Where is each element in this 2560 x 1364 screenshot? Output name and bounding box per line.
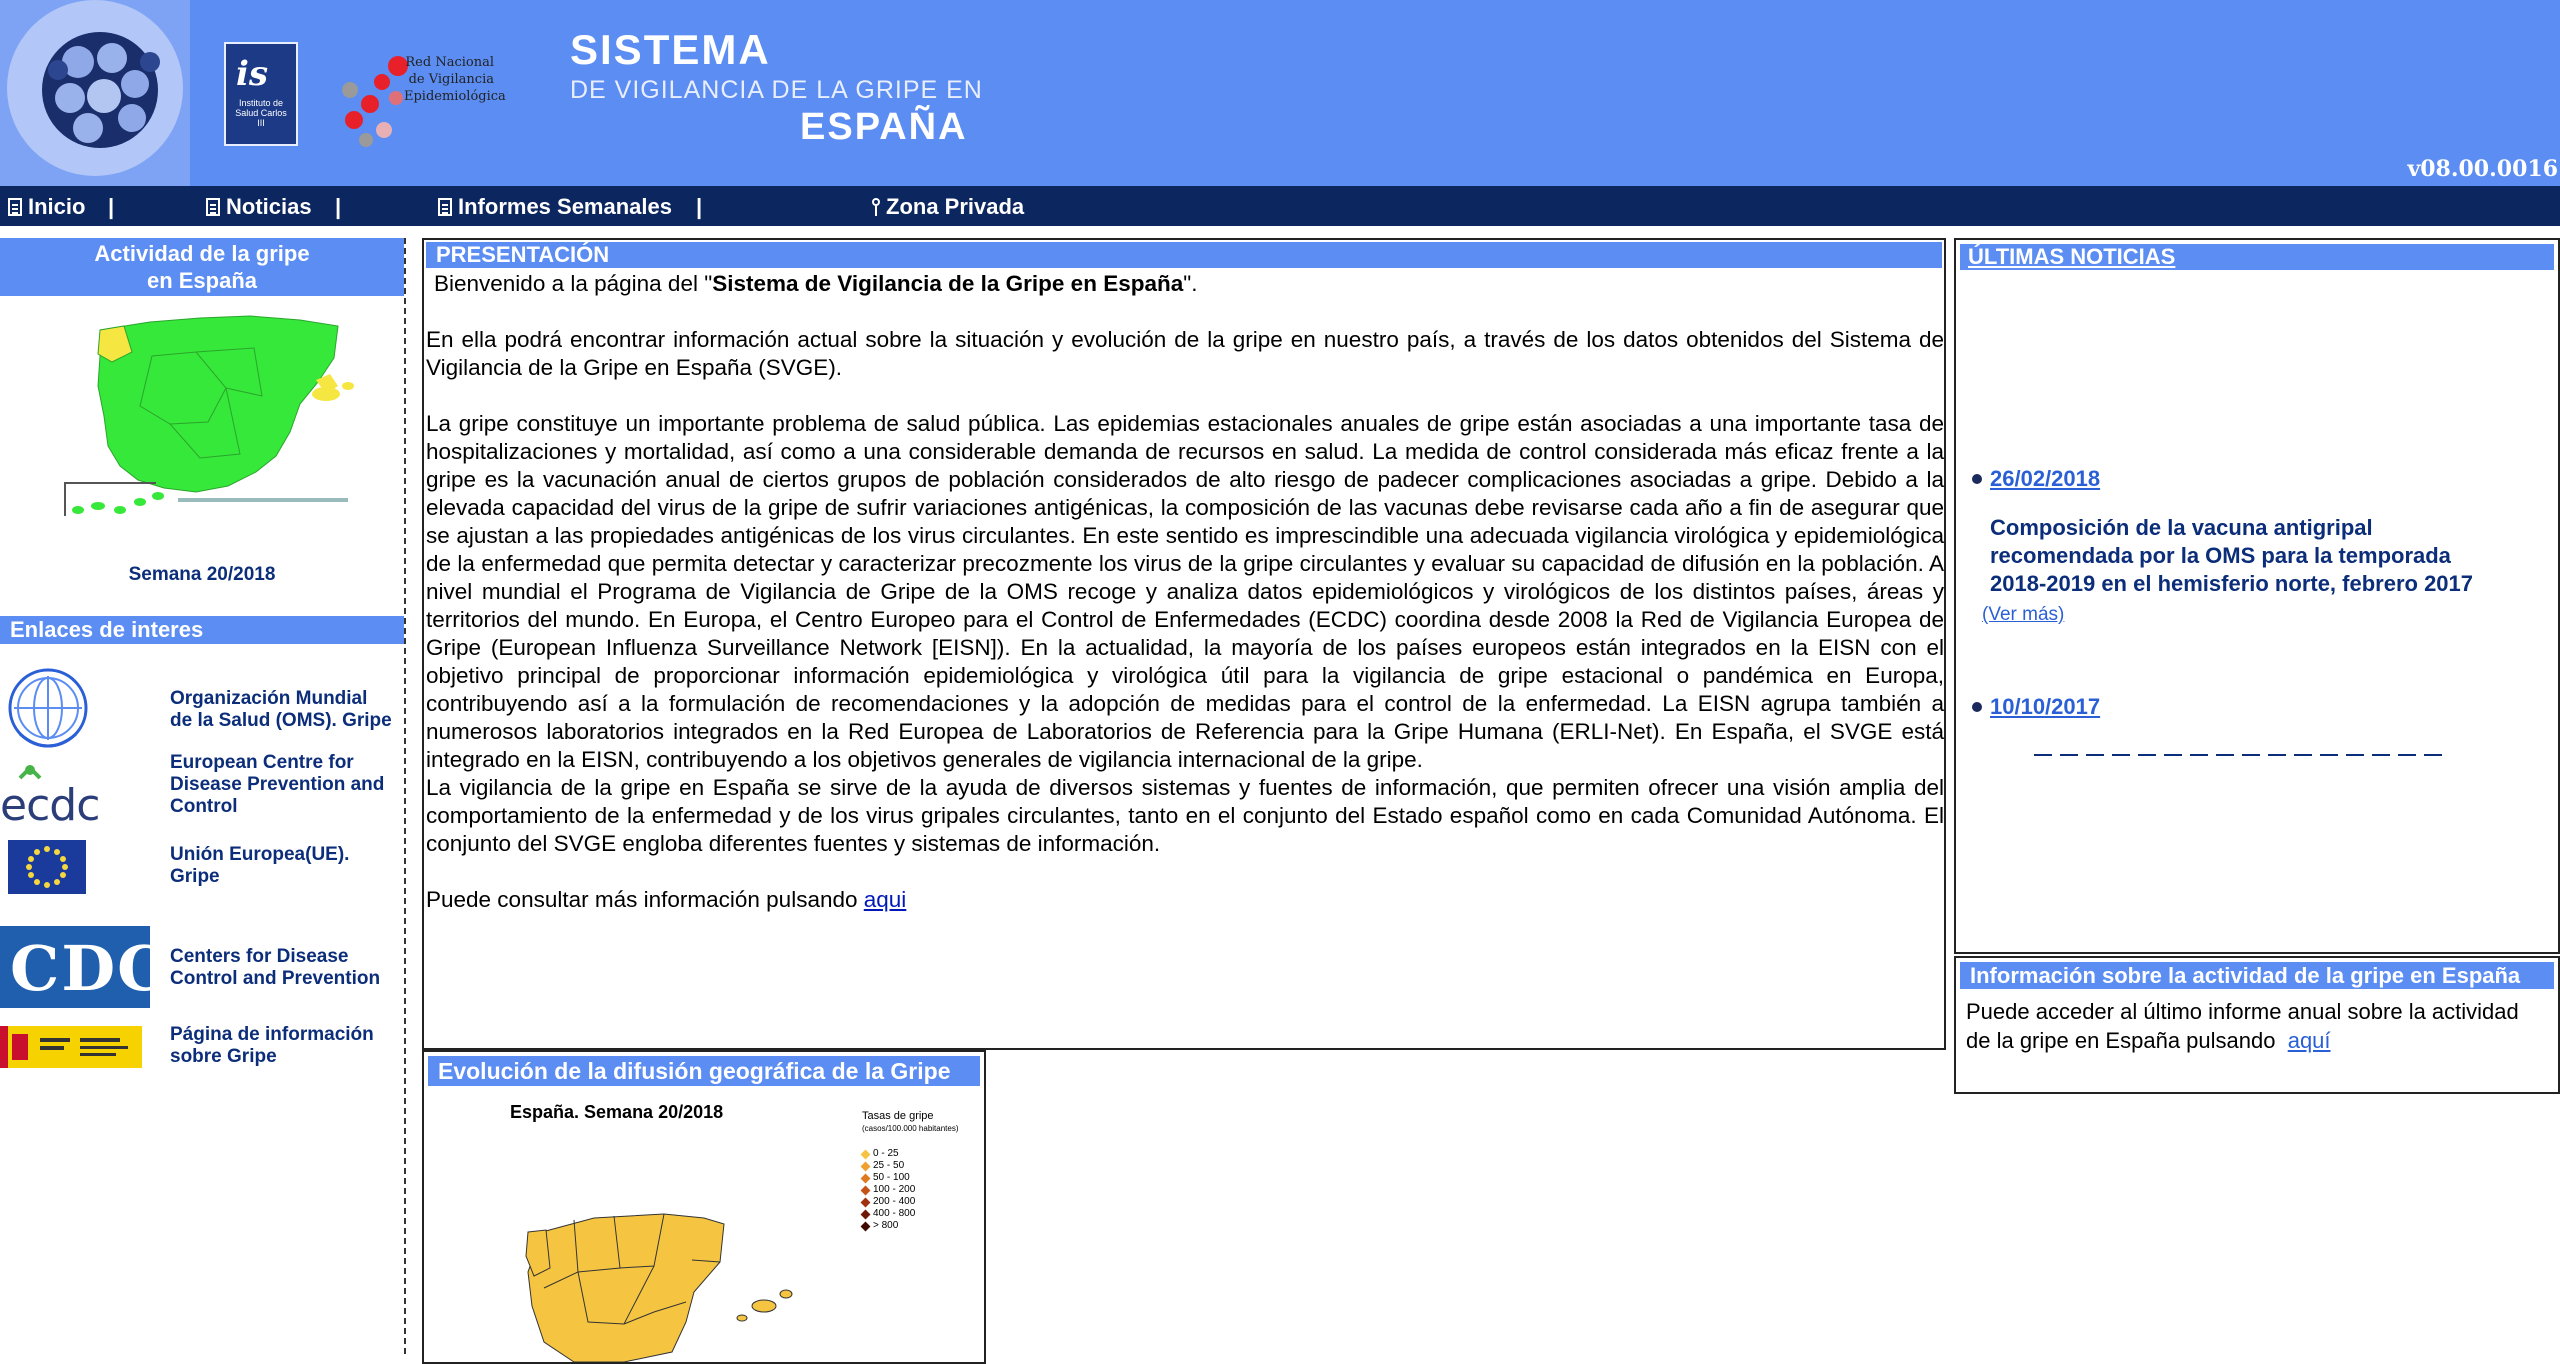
news-panel — [1954, 238, 2560, 954]
nav-noticias[interactable] — [206, 194, 312, 220]
flu-virus-logo — [0, 0, 190, 186]
presentation-content — [424, 270, 1944, 914]
news-scroll-text — [2034, 754, 2444, 756]
renave-dots-icon — [330, 54, 410, 154]
info-heading: Información sobre la actividad de la gripe en España — [1960, 962, 2554, 989]
renave-logo: Red Nacional de Vigilancia Epidemiológica — [330, 54, 490, 154]
cdc-logo: CDC — [0, 926, 150, 1008]
nav-informes-semanales[interactable] — [438, 194, 672, 220]
link-ue-label[interactable]: Unión Europea(UE). Gripe — [170, 844, 350, 887]
nav-noticias-label: Noticias — [226, 194, 312, 219]
evolution-map-title: España. Semana 20/2018 — [510, 1102, 724, 1122]
ministerio-logo-icon — [0, 1026, 142, 1068]
link-gripe-info-label[interactable]: Página de información sobre Gripe — [170, 1024, 374, 1067]
legend-subtitle: (casos/100.000 habitantes) — [862, 1124, 959, 1133]
activity-week: Semana 20/2018 — [128, 564, 276, 585]
news-item — [1990, 694, 2100, 720]
legend-label: 25 - 50 — [873, 1160, 905, 1171]
header-banner — [0, 0, 2560, 186]
document-icon — [438, 198, 452, 216]
presentation-panel — [422, 238, 1946, 1050]
nav-separator: | — [108, 194, 115, 219]
document-icon — [8, 198, 22, 216]
links-heading: Enlaces de interes — [0, 616, 404, 644]
nav-inicio[interactable] — [8, 194, 85, 220]
presentation-paragraph-3: La vigilancia de la gripe en España se sirve de la ayuda de diversos sistemas y fuentes de información, que permiten ofrecer una visión amplia del comportamiento de la enfermedad y de los virus gripales circulantes, tanto en el conjunto del Estado español como en cada Comunidad Autónoma. El conjunto del SVGE engloba diferentes fuentes y sistemas de información. — [426, 775, 1944, 856]
site-title-line1: SISTEMA — [570, 26, 771, 73]
bullet-icon — [1972, 702, 1982, 712]
link-ue[interactable] — [0, 836, 404, 920]
spain-spread-map[interactable] — [424, 1092, 984, 1362]
more-info-link[interactable]: aqui — [863, 887, 907, 912]
legend-label: 50 - 100 — [873, 1172, 910, 1183]
eu-flag-icon — [8, 840, 88, 896]
legend-title: Tasas de gripe — [862, 1110, 934, 1122]
news-title[interactable]: Composición de la vacuna antigripal recomendada por la OMS para la temporada 2018-2019 en el hemisferio norte, febrero 2017 — [1990, 515, 2474, 596]
document-icon — [206, 198, 220, 216]
info-link[interactable]: aquí — [2287, 1028, 2331, 1053]
activity-map[interactable] — [0, 296, 404, 556]
evolution-panel — [422, 1050, 986, 1364]
left-sidebar — [0, 238, 406, 1354]
link-ecdc[interactable] — [0, 752, 404, 836]
spain-activity-map — [0, 296, 404, 556]
site-title-line3: ESPAÑA — [800, 106, 968, 148]
activity-heading: Actividad de la gripe en España — [0, 238, 404, 296]
nav-zona-privada[interactable] — [872, 194, 1024, 220]
ecdc-logo: ecdc — [0, 760, 110, 820]
news-item — [1982, 466, 2490, 626]
presentation-paragraph-1: En ella podrá encontrar información actual sobre la situación y evolución de la gripe en nuestro país, a través de los datos obtenidos del Sistema de Vigilancia de la Gripe en España (SVGE). — [426, 327, 1944, 380]
link-cdc[interactable] — [0, 920, 404, 1016]
key-icon — [872, 198, 880, 216]
nav-informes-label: Informes Semanales — [458, 194, 672, 219]
see-more-link[interactable]: (Ver más) — [1982, 604, 2065, 625]
legend-label: 200 - 400 — [873, 1196, 916, 1207]
welcome-text: Bienvenido a la página del "Sistema de Vigilancia de la Gripe en España". — [434, 271, 1198, 296]
version-label: v08.00.0016 — [2407, 156, 2558, 182]
bullet-icon — [1972, 474, 1982, 484]
nav-inicio-label: Inicio — [28, 194, 86, 219]
evolution-heading: Evolución de la difusión geográfica de la Gripe — [428, 1056, 980, 1086]
top-navigation — [0, 186, 2560, 226]
info-text: Puede acceder al último informe anual sobre la actividad de la gripe en España pulsando aquí — [1966, 999, 2519, 1053]
news-date-link[interactable]: 26/02/2018 — [1990, 466, 2101, 491]
legend-label: 400 - 800 — [873, 1208, 916, 1219]
legend-label: 100 - 200 — [873, 1184, 916, 1195]
nav-separator: | — [335, 194, 342, 219]
presentation-paragraph-2: La gripe constituye un importante problema de salud pública. Las epidemias estacionales anuales de gripe están asociadas a una importante tasa de hospitalizaciones y mortalidad, así como a una considerable demanda de recursos en salud. La medida de control considerada más eficaz frente a la gripe es la vacunación anual de ciertos grupos de población considerados de alto riesgo de padecer complicaciones asociadas a gripe. Debido a la elevada capacidad del virus de la gripe de sufrir variaciones antigénicas, la composición de las vacunas debe revisarse cada año a fin de asegurar que se ajustan a las propiedades antigénicas de los virus circulantes. En este sentido es imprescindible una adecuada vigilancia virológica y epidemiológica de la enfermedad que permita detectar y caracterizar precozmente los virus de la gripe circulantes y evaluar su capacidad de difusión en la población. A nivel mundial el Programa de Vigilancia de Gripe de la OMS recoge y analiza datos epidemiológicos y virológicos de los distintos países, áreas y territorios del mundo. En Europa, el Centro Europeo para el Control de Enfermedades (ECDC) coordina desde 2008 la Red de Vigilancia Europea de Gripe (European Influenza Surveillance Network [EISN]). En la actualidad, la mayoría de los países europeos están integrados en la EISN con el objetivo principal de proporcionar información epidemiológica y virológica útil para la vigilancia de gripe estacional o pandémica en Europa, contribuyendo así a la formulación de recomendaciones y la adopción de medidas para el control de la enfermedad. La EISN agrupa también a numerosos laboratorios integrados en la Red Europea de Laboratorios de Referencia para la Gripe Humana (ERLI-Net). En España, el SVGE está integrado en la EISN, contribuyendo a los objetivos generales de vigilancia internacional de la gripe. — [426, 411, 1944, 772]
link-gripe-info[interactable] — [0, 1016, 404, 1100]
who-logo-icon — [0, 668, 100, 752]
news-scroll-clip — [2034, 750, 2444, 756]
link-cdc-label[interactable]: Centers for Disease Control and Prevention — [170, 946, 381, 989]
legend-label: > 800 — [873, 1220, 899, 1231]
nav-separator: | — [696, 194, 703, 219]
legend-label: 0 - 25 — [873, 1148, 899, 1159]
presentation-heading: PRESENTACIÓN — [426, 242, 1942, 268]
isciii-logo: is Instituto de Salud Carlos III — [224, 42, 298, 146]
nav-zona-privada-label: Zona Privada — [886, 194, 1025, 219]
news-date-link[interactable]: 10/10/2017 — [1990, 694, 2101, 719]
link-oms-label[interactable]: Organización Mundial de la Salud (OMS). Gripe — [170, 688, 392, 731]
news-heading[interactable]: ÚLTIMAS NOTICIAS — [1960, 244, 2554, 270]
info-panel — [1954, 956, 2560, 1094]
more-info-text: Puede consultar más información pulsando aqui — [426, 887, 907, 912]
site-title-line2: DE VIGILANCIA DE LA GRIPE EN — [570, 76, 983, 104]
link-oms[interactable] — [0, 668, 404, 752]
link-ecdc-label[interactable]: European Centre for Disease Prevention and Control — [170, 752, 385, 817]
